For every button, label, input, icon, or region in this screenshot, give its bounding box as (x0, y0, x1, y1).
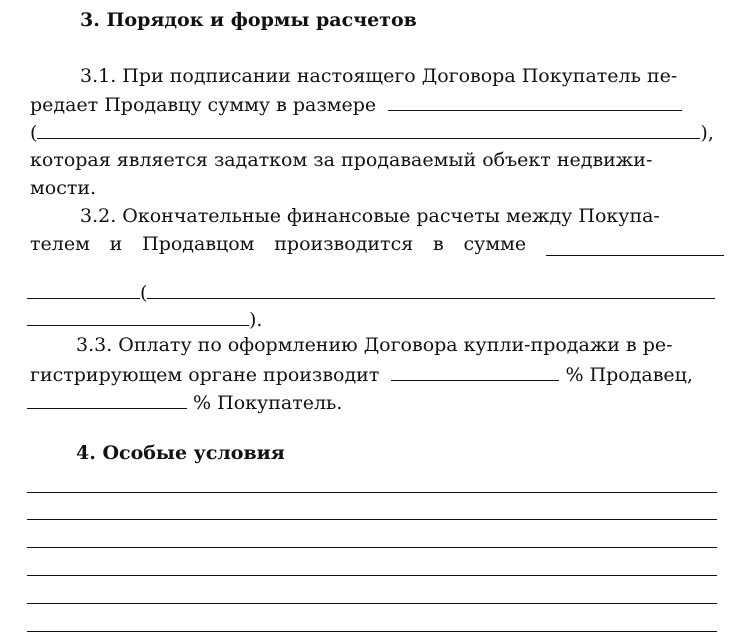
p32-line-4 (27, 307, 262, 332)
p31-line-4: которая является задатком за продаваемый объект недвижи- (30, 149, 653, 171)
p31-line-5: мости. (30, 177, 97, 199)
close-paren: ). (249, 309, 263, 331)
p33-line-3 (27, 390, 342, 415)
section-3-heading: 3. Порядок и формы расчетов (80, 9, 417, 31)
section-4-heading: 4. Особые условия (76, 442, 285, 464)
final-amount-words-blank-2[interactable] (27, 307, 249, 326)
p32-line-1: 3.2. Окончательные финансовые расчеты между Покупа- (80, 205, 660, 227)
p33-line-1: 3.3. Оплату по оформлению Договора купли-продажи в ре- (76, 334, 673, 356)
special-conditions-line[interactable] (27, 547, 717, 548)
amount-blank[interactable] (388, 92, 682, 111)
p32-word: Продавцом (142, 233, 255, 255)
final-amount-words-blank[interactable] (147, 280, 715, 299)
close-paren: ), (700, 122, 714, 144)
p33-line-2 (30, 362, 693, 387)
p32-word: производится (274, 233, 414, 255)
special-conditions-line[interactable] (27, 492, 717, 493)
open-paren: ( (140, 282, 148, 304)
p31-line-2-text: редает Продавцу сумму в размере (30, 94, 377, 116)
open-paren: ( (30, 122, 38, 144)
amount-words-blank[interactable] (37, 120, 700, 139)
special-conditions-line[interactable] (27, 575, 717, 576)
p32-word: сумме (463, 233, 527, 255)
p32-line-2 (30, 232, 724, 256)
p31-line-1: 3.1. При подписании настоящего Договора Покупатель пе- (80, 65, 678, 87)
buyer-percent-label: % Покупатель. (193, 392, 343, 414)
p33-line-2-text: гистрирующем органе производит (30, 364, 380, 386)
special-conditions-line[interactable] (27, 519, 717, 520)
p32-line-3 (27, 280, 715, 305)
special-conditions-line[interactable] (27, 631, 717, 632)
final-amount-blank[interactable] (546, 237, 724, 256)
final-amount-blank-2[interactable] (27, 280, 140, 299)
seller-percent-label: % Продавец, (565, 364, 693, 386)
seller-percent-blank[interactable] (391, 362, 559, 381)
p31-line-2 (30, 92, 724, 117)
p32-word: телем (30, 233, 90, 255)
p32-word: в (433, 233, 444, 255)
p31-line-3 (30, 120, 714, 145)
special-conditions-line[interactable] (27, 603, 717, 604)
p32-word: и (109, 233, 123, 255)
buyer-percent-blank[interactable] (27, 390, 187, 409)
